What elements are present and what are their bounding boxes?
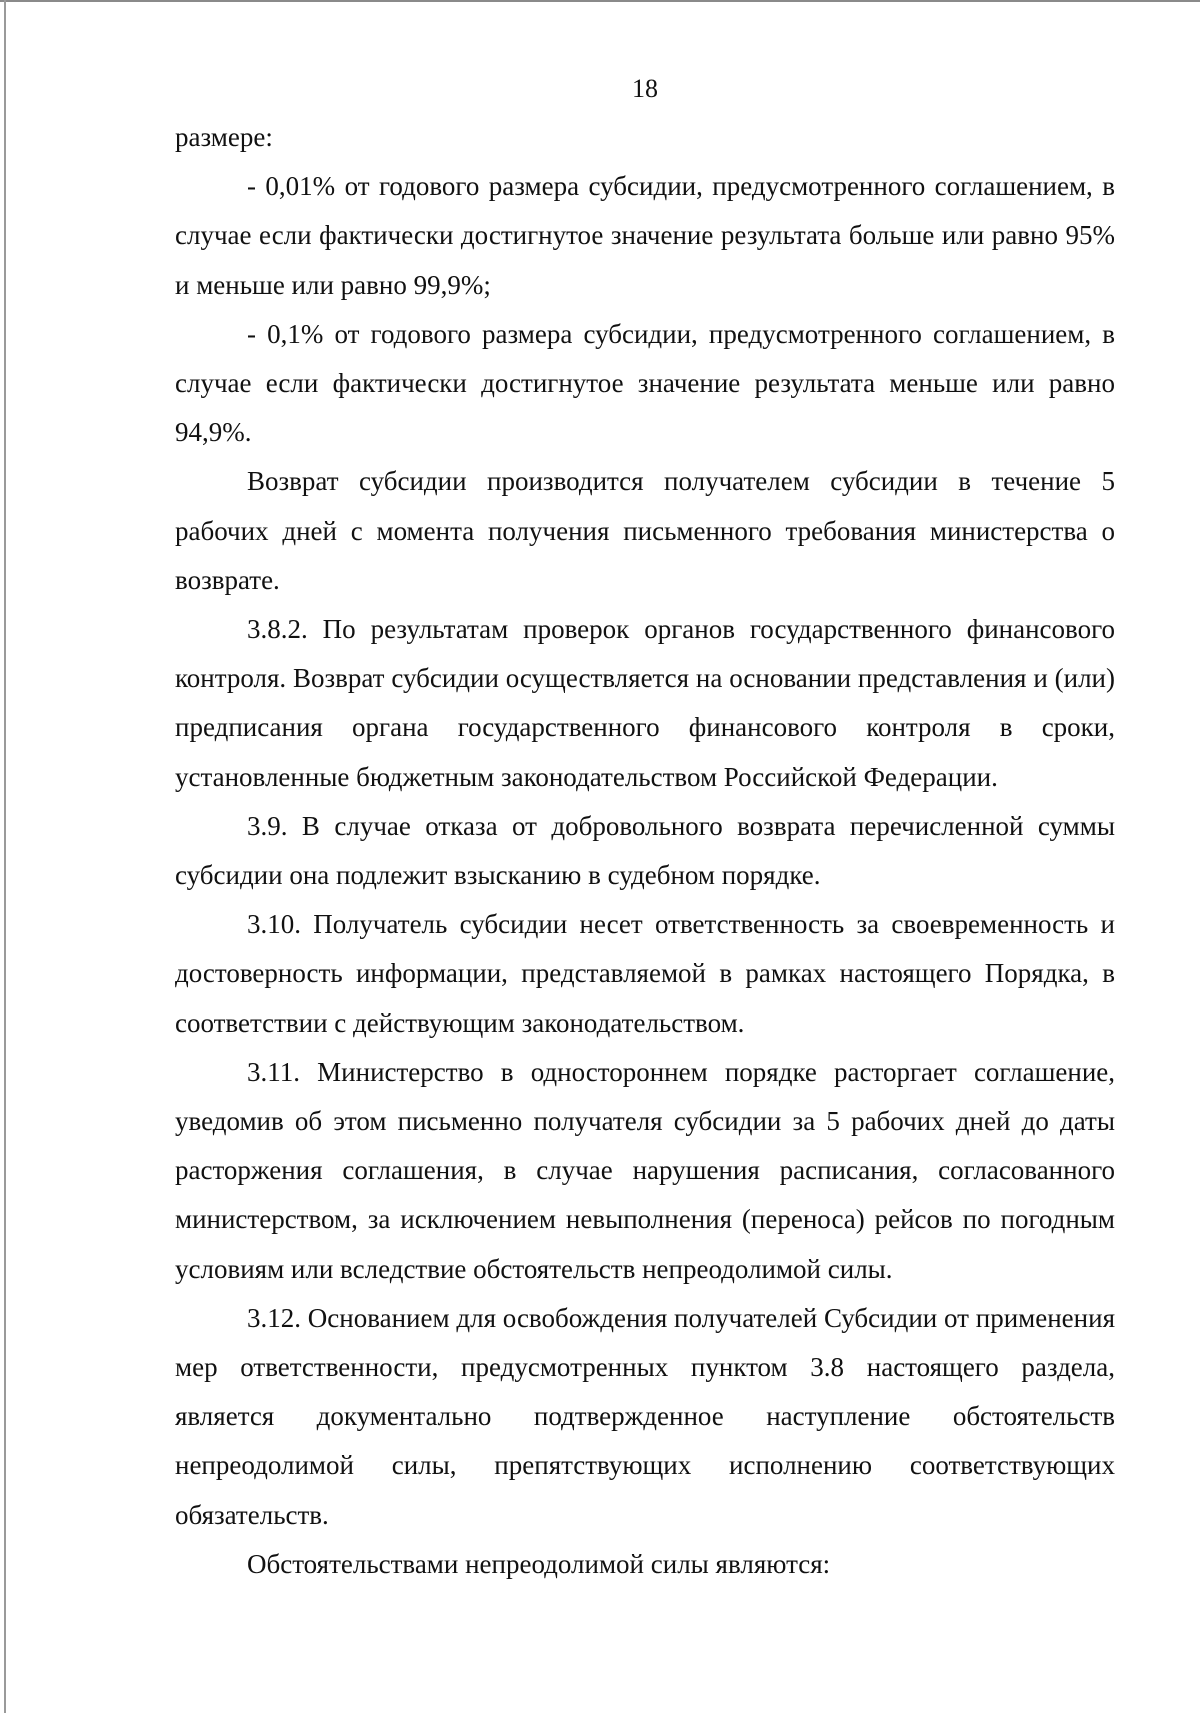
paragraph-penalty-1: - 0,01% от годового размера субсидии, предусмотренного соглашением, в случае если фактически достигнутое значение результата больше или равно 95% и меньше или равно 99,9%;	[175, 171, 1115, 300]
paragraph-force-majeure: Обстоятельствами непреодолимой силы являются:	[247, 1548, 831, 1579]
document-body	[175, 113, 1115, 1589]
scan-top-edge	[0, 0, 1200, 2]
paragraph-continuation: размере:	[175, 122, 273, 152]
paragraph-refund-term: Возврат субсидии производится получателем субсидии в течение 5 рабочих дней с момента получения письменного требования министерства о возврате.	[175, 466, 1115, 595]
paragraph-penalty-2: - 0,1% от годового размера субсидии, предусмотренного соглашением, в случае если фактически достигнутое значение результата меньше или равно 94,9%.	[175, 318, 1115, 448]
paragraph-3-10: 3.10. Получатель субсидии несет ответственность за своевременность и достоверность информации, представляемой в рамках настоящего Порядка, в соответствии с действующим законодательством.	[175, 909, 1115, 1038]
scan-left-edge	[4, 0, 6, 1713]
paragraph-3-12: 3.12. Основанием для освобождения получателей Субсидии от применения мер ответственности, предусмотренных пунктом 3.8 настоящего раздела, является документально подтвержденное наступление обстоятельств непреодолимой силы, препятствующих исполнению соответствующих обязательств.	[175, 1302, 1115, 1530]
page-number: 18	[632, 74, 658, 103]
paragraph-3-11: 3.11. Министерство в одностороннем порядке расторгает соглашение, уведомив об этом письменно получателя субсидии за 5 рабочих дней до даты расторжения соглашения, в случае нарушения расписания, согласованного министерством, за исключением невыполнения (переноса) рейсов по погодным условиям или вследствие обстоятельств непреодолимой силы.	[175, 1056, 1115, 1284]
paragraph-3-9: 3.9. В случае отказа от добровольного возврата перечисленной суммы субсидии она подлежит взысканию в судебном порядке.	[175, 810, 1115, 891]
paragraph-3-8-2: 3.8.2. По результатам проверок органов государственного финансового контроля. Возврат субсидии осуществляется на основании представления и (или) предписания органа государственного финансового контроля в сроки, установленные бюджетным законодательством Российской Федерации.	[175, 614, 1115, 792]
